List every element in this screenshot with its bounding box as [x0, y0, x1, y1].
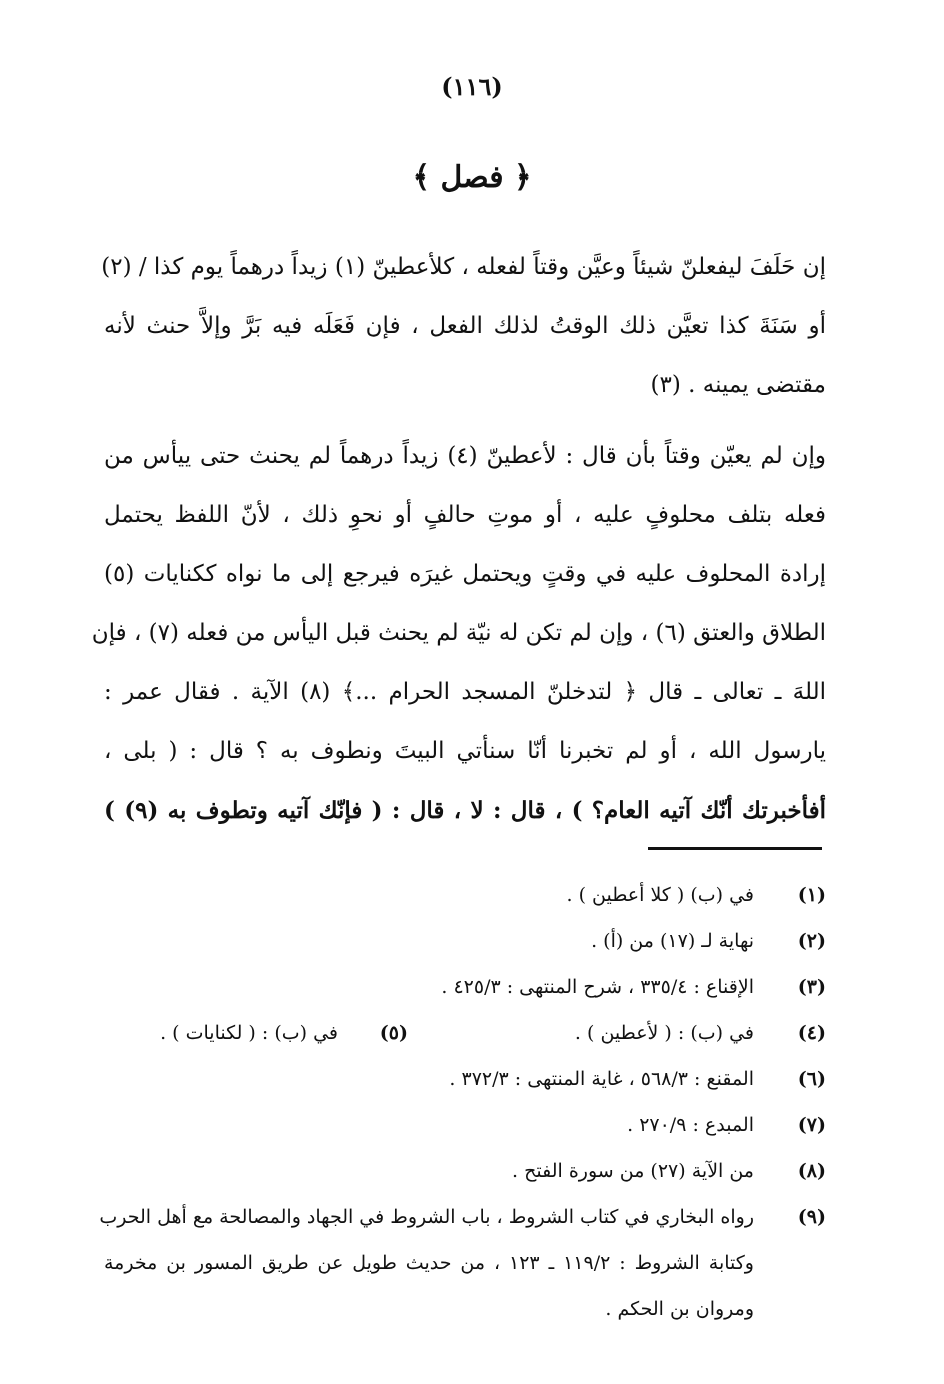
text-line: مقتضى يمينه . (٣): [650, 372, 826, 398]
footnote-number: (٨): [797, 1160, 826, 1182]
section-title: ﴿ فصل ﴾: [412, 160, 532, 195]
footnote-number: (٩): [797, 1206, 826, 1228]
footnote-number: (١): [797, 884, 826, 906]
page-number: (١١٦): [441, 72, 503, 101]
footnote-text: في (ب) ( كلا أعطين ) .: [566, 884, 754, 906]
footnote-item: [104, 918, 826, 964]
footnote-number: (٧): [797, 1114, 826, 1136]
text-line: أو سَنَةَ كذا تعيَّن ذلك الوقتُ لذلك الفعل ، فإن فَعَلَه فيه بَرَّ وإلاَّ حنث لأنه: [104, 313, 826, 339]
footnote-number: (٤): [797, 1022, 826, 1044]
footnote-continuation: وكتابة الشروط : ١١٩/٢ ـ ١٢٣ ، من حديث طويل عن طريق المسور بن مخرمة: [104, 1252, 754, 1274]
footnote-item: [104, 1148, 826, 1194]
footnote-item: [104, 1056, 826, 1102]
footnote-text: من الآية (٢٧) من سورة الفتح .: [512, 1160, 754, 1182]
footnote-item: [104, 872, 826, 918]
main-text: [91, 238, 827, 840]
text-line: الطلاق والعتق (٦) ، وإن لم تكن له نيّة لم يحنث قبل اليأس من فعله (٧) ، فإن: [91, 620, 826, 646]
footnote-item: [104, 1010, 826, 1056]
text-line: إرادة المحلوف عليه في وقتٍ ويحتمل غيرَه فيرجع إلى ما نواه ككنايات (٥): [104, 561, 826, 587]
footnote-text: نهاية لـ (١٧) من (أ) .: [591, 930, 754, 952]
footnote-item: [104, 964, 826, 1010]
footnote-text: في (ب) : ( لكنايات ) .: [160, 1022, 338, 1044]
footnote-number: (٦): [797, 1068, 826, 1090]
footnote-number: (٢): [797, 930, 826, 952]
footnote-text: المبدع : ٢٧٠/٩ .: [627, 1114, 754, 1136]
footnote-item: [104, 1102, 826, 1148]
footnote-item: [99, 1194, 826, 1240]
footnote-number: (٥): [379, 1022, 408, 1044]
footnote-text: المقنع : ٥٦٨/٣ ، غاية المنتهى : ٣٧٢/٣ .: [449, 1068, 754, 1090]
text-line: اللهَ ـ تعالى ـ قال ﴿ لتدخلنّ المسجد الحرام ...﴾ (٨) الآية . فقال عمر :: [104, 679, 827, 705]
text-line: فعله بتلف محلوفٍ عليه ، أو موتِ حالفٍ أو نحوِ ذلك ، لأنّ اللفظ يحتمل: [104, 502, 826, 528]
footnote-continuation: ومروان بن الحكم .: [605, 1298, 754, 1320]
footnote-text: رواه البخاري في كتاب الشروط ، باب الشروط في الجهاد والمصالحة مع أهل الحرب: [99, 1206, 754, 1228]
text-line: أفأخبرتك أنّك آتيه العام؟ ) ، قال : لا ، قال : ( فإنّك آتيه وتطوف به (٩) ): [104, 797, 826, 824]
footnote-text: الإقناع : ٣٣٥/٤ ، شرح المنتهى : ٤٢٥/٣ .: [441, 976, 754, 998]
text-line: إن حَلَفَ ليفعلنّ شيئاً وعيَّن وقتاً لفعله ، كلأعطينّ (١) زيداً درهماً يوم كذا / (٢): [101, 254, 826, 280]
footnote-number: (٣): [797, 976, 826, 998]
text-line: يارسول الله ، أو لم تخبرنا أنّا سنأتي البيتَ ونطوف به ؟ قال : ( بلى ،: [104, 738, 826, 764]
footnote-separator: [648, 847, 822, 850]
footnote-text: في (ب) : ( لأعطين ) .: [574, 1022, 754, 1044]
footnotes: [99, 872, 826, 1332]
text-line: وإن لم يعيّن وقتاً بأن قال : لأعطينّ (٤) زيداً درهماً لم يحنث حتى ييأس من: [104, 443, 826, 469]
